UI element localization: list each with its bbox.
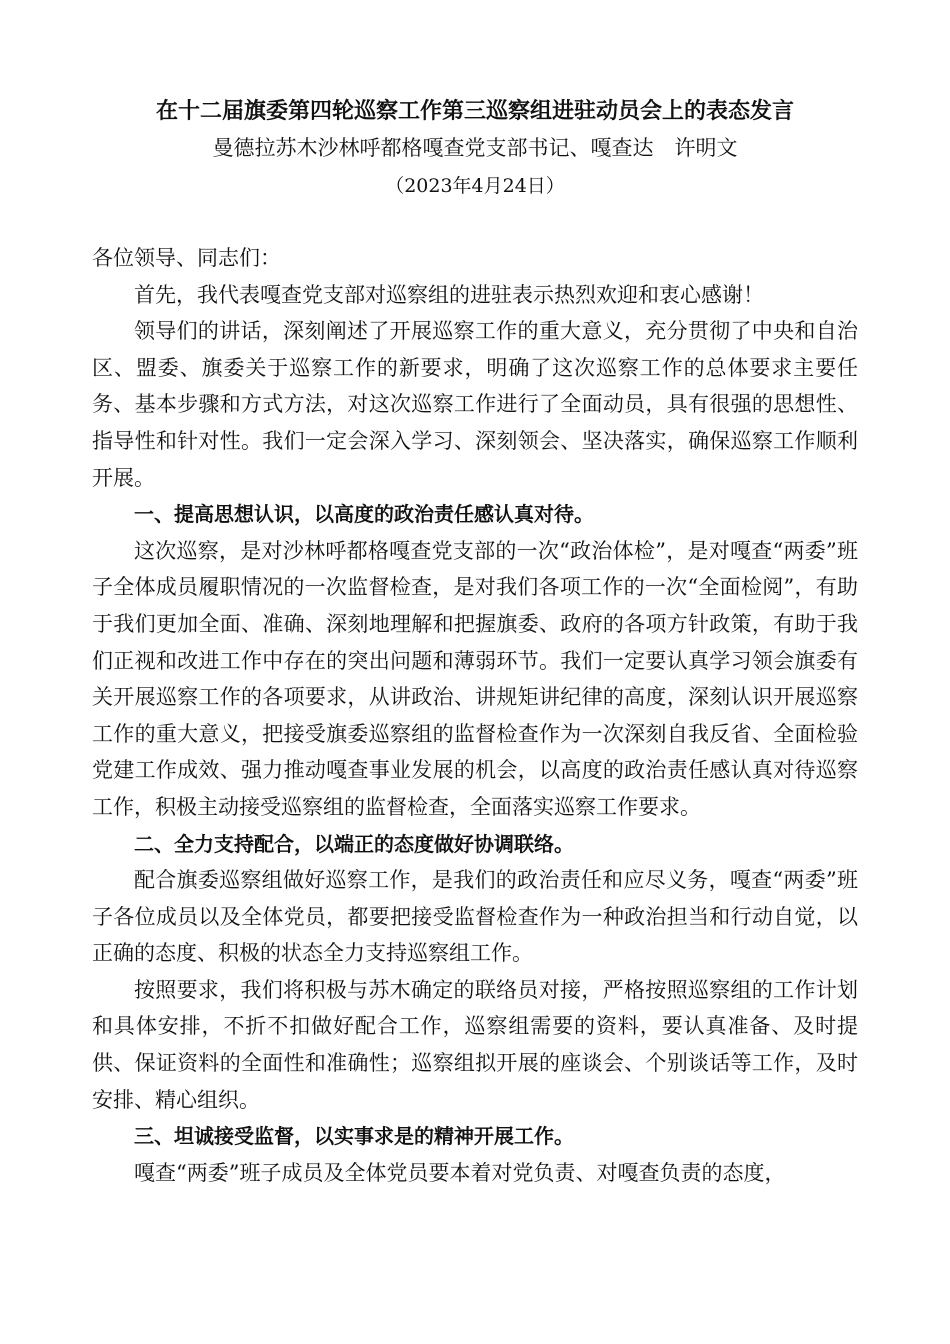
section-heading-1: 一、提高思想认识，以高度的政治责任感认真对待。 [134,502,594,527]
document-body [92,240,858,1191]
section-2-paragraph-1: 配合旗委巡察组做好巡察工作，是我们的政治责任和应尽义务，嘎查“两委”班子各位成员以及全体党员，都要把接受监督检查作为一种政治担当和行动自觉，以正确的态度、积极的状态全力支持巡察组工作。 [92,868,858,966]
document-title: 在十二届旗委第四轮巡察工作第三巡察组进驻动员会上的表态发言 [155,99,794,124]
section-3-paragraph: 嘎查“两委”班子成员及全体党员要本着对党负责、对嘎查负责的态度， [134,1160,786,1185]
opening-paragraph: 首先，我代表嘎查党支部对巡察组的进驻表示热烈欢迎和衷心感谢！ [134,282,764,307]
section-1-paragraph: 这次巡察，是对沙林呼都格嘎查党支部的一次“政治体检”，是对嘎查“两委”班子全体成员履职情况的一次监督检查，是对我们各项工作的一次“全面检阅”，有助于我们更加全面、准确、深刻地理解和把握旗委、政府的各项方针政策，有助于我们正视和改进工作中存在的突出问题和薄弱环节。我们一定要认真学习领会旗委有关开展巡察工作的各项要求，从讲政治、讲规矩讲纪律的高度，深刻认识开展巡察工作的重大意义，把接受旗委巡察组的监督检查作为一次深刻自我反省、全面检验党建工作成效、强力推动嘎查事业发展的机会，以高度的政治责任感认真对待巡察工作，积极主动接受巡察组的监督检查，全面落实巡察工作要求。 [92,538,858,819]
author-byline: 曼德拉苏木沙林呼都格嘎查党支部书记、嘎查达 许明文 [212,136,738,160]
section-2-paragraph-2: 按照要求，我们将积极与苏木确定的联络员对接，严格按照巡察组的工作计划和具体安排，不折不扣做好配合工作，巡察组需要的资料，要认真准备、及时提供、保证资料的全面性和准确性；巡察组拟开展的座谈会、个别谈话等工作，及时安排、精心组织。 [92,977,858,1112]
intro-paragraph: 领导们的讲话，深刻阐述了开展巡察工作的重大意义，充分贯彻了中央和自治区、盟委、旗委关于巡察工作的新要求，明确了这次巡察工作的总体要求主要任务、基本步骤和方式方法，对这次巡察工作进行了全面动员，具有很强的思想性、指导性和针对性。我们一定会深入学习、深刻领会、坚决落实，确保巡察工作顺利开展。 [92,319,858,490]
salutation: 各位领导、同志们： [92,246,281,270]
section-heading-2: 二、全力支持配合，以端正的态度做好协调联络。 [134,831,574,856]
speech-date: （2023年4月24日） [385,175,565,197]
section-heading-3: 三、坦诚接受监督，以实事求是的精神开展工作。 [134,1124,574,1149]
